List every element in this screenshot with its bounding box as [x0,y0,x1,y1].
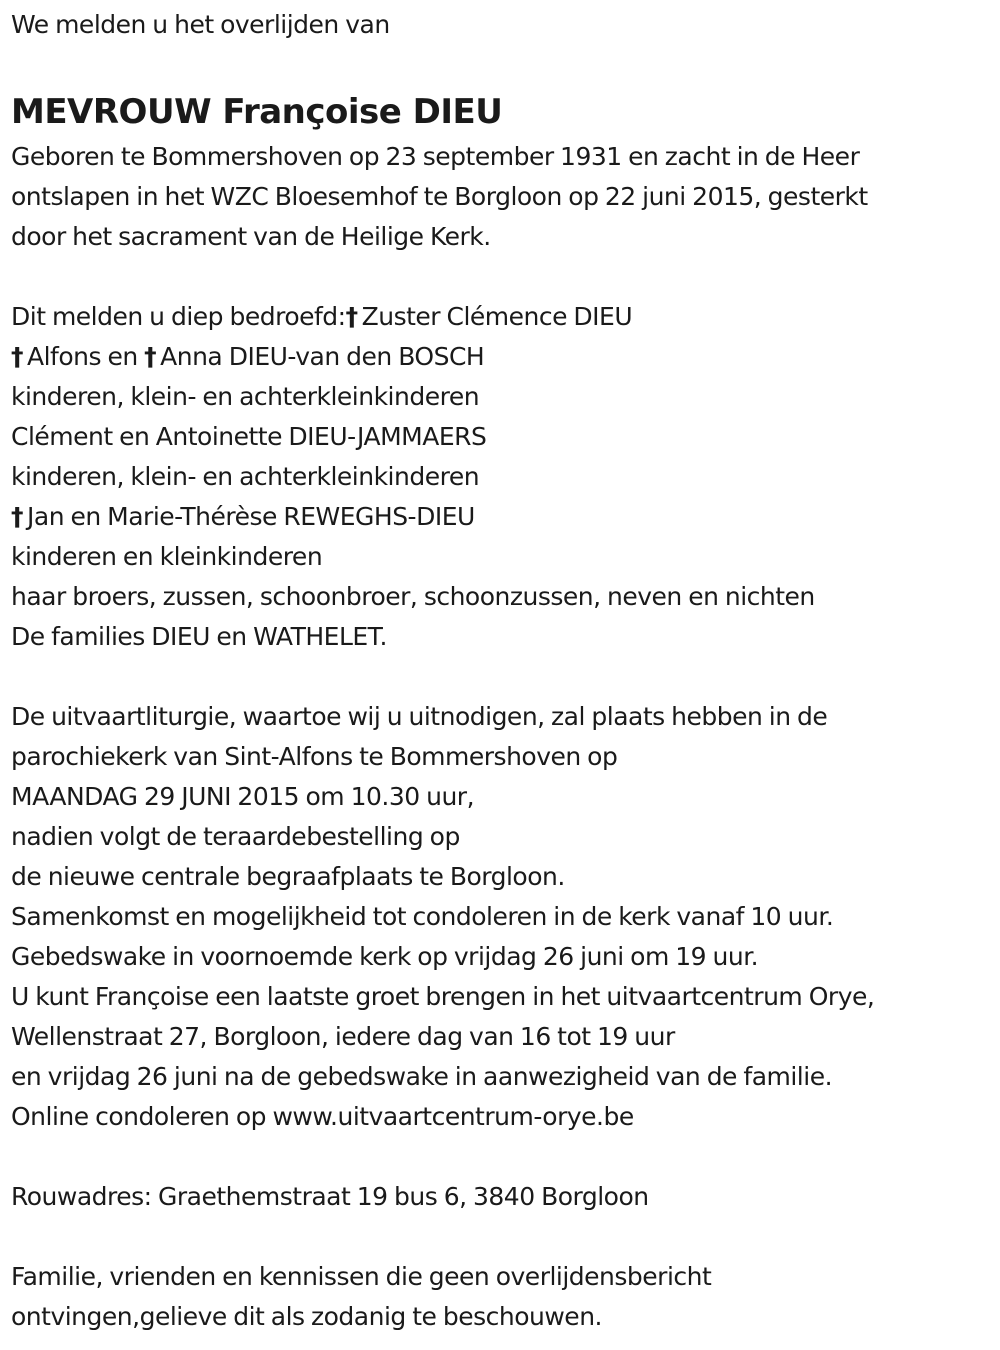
funeral-line: parochiekerk van Sint-Alfons te Bommershoven op [11,742,618,771]
funeral-line: MAANDAG 29 JUNI 2015 om 10.30 uur, [11,782,475,811]
mourners-line: kinderen, klein- en achterkleinkinderen [11,462,480,491]
mourners-line: haar broers, zussen, schoonbroer, schoonzussen, neven en nichten [11,582,815,611]
funeral-line: Samenkomst en mogelijkheid tot condoleren in de kerk vanaf 10 uur. [11,902,834,931]
cross-icon: † [11,502,23,531]
cross-icon: † [11,342,23,371]
mourners-line: kinderen en kleinkinderen [11,542,323,571]
funeral-line: U kunt Françoise een laatste groet brengen in het uitvaartcentrum Orye, [11,982,875,1011]
mourners-line: Clément en Antoinette DIEU-JAMMAERS [11,422,487,451]
deceased-name: MEVROUW Françoise DIEU [11,92,503,132]
birth-death-line: door het sacrament van de Heilige Kerk. [11,222,491,251]
closing-line: Familie, vrienden en kennissen die geen overlijdensbericht [11,1262,712,1291]
funeral-line: Wellenstraat 27, Borgloon, iedere dag van 16 tot 19 uur [11,1022,675,1051]
closing-line: ontvingen,gelieve dit als zodanig te beschouwen. [11,1302,602,1331]
birth-death-line: ontslapen in het WZC Bloesemhof te Borgloon op 22 juni 2015, gesterkt [11,182,868,211]
funeral-line: en vrijdag 26 juni na de gebedswake in aanwezigheid van de familie. [11,1062,833,1091]
mourner-name: Alfons en [27,342,138,371]
mourner-name: Zuster Clémence DIEU [361,302,633,331]
mourners-line: De families DIEU en WATHELET. [11,622,387,651]
mourners-line [11,497,996,537]
spacer [11,257,996,297]
spacer [11,1217,996,1257]
birth-death-paragraph [11,137,996,257]
spacer [11,657,996,697]
cross-icon: † [144,342,157,371]
funeral-line: de nieuwe centrale begraafplaats te Borgloon. [11,862,565,891]
mourners-lead-line [11,297,996,337]
cross-icon: † [345,302,358,331]
mourning-address: Rouwadres: Graethemstraat 19 bus 6, 3840 Borgloon [11,1182,649,1211]
funeral-paragraph [11,697,996,1137]
intro-text: We melden u het overlijden van [11,10,390,39]
mourner-name: Jan en Marie-Thérèse REWEGHS-DIEU [27,502,475,531]
mourners-lead-text: Dit melden u diep bedroefd: [11,302,346,331]
funeral-line: De uitvaartliturgie, waartoe wij u uitnodigen, zal plaats hebben in de [11,702,828,731]
death-notice [11,0,996,1337]
funeral-line: Gebedswake in voornoemde kerk op vrijdag 26 juni om 19 uur. [11,942,759,971]
birth-death-line: Geboren te Bommershoven op 23 september 1931 en zacht in de Heer [11,142,860,171]
mourner-name: Anna DIEU-van den BOSCH [160,342,485,371]
mourners-line: kinderen, klein- en achterkleinkinderen [11,382,480,411]
funeral-line: nadien volgt de teraardebestelling op [11,822,460,851]
closing-paragraph [11,1257,996,1337]
spacer [11,1137,996,1177]
mourners-paragraph [11,297,996,657]
online-condolence-line: Online condoleren op www.uitvaartcentrum-orye.be [11,1102,634,1131]
spacer [11,45,996,87]
mourners-line [11,337,996,377]
